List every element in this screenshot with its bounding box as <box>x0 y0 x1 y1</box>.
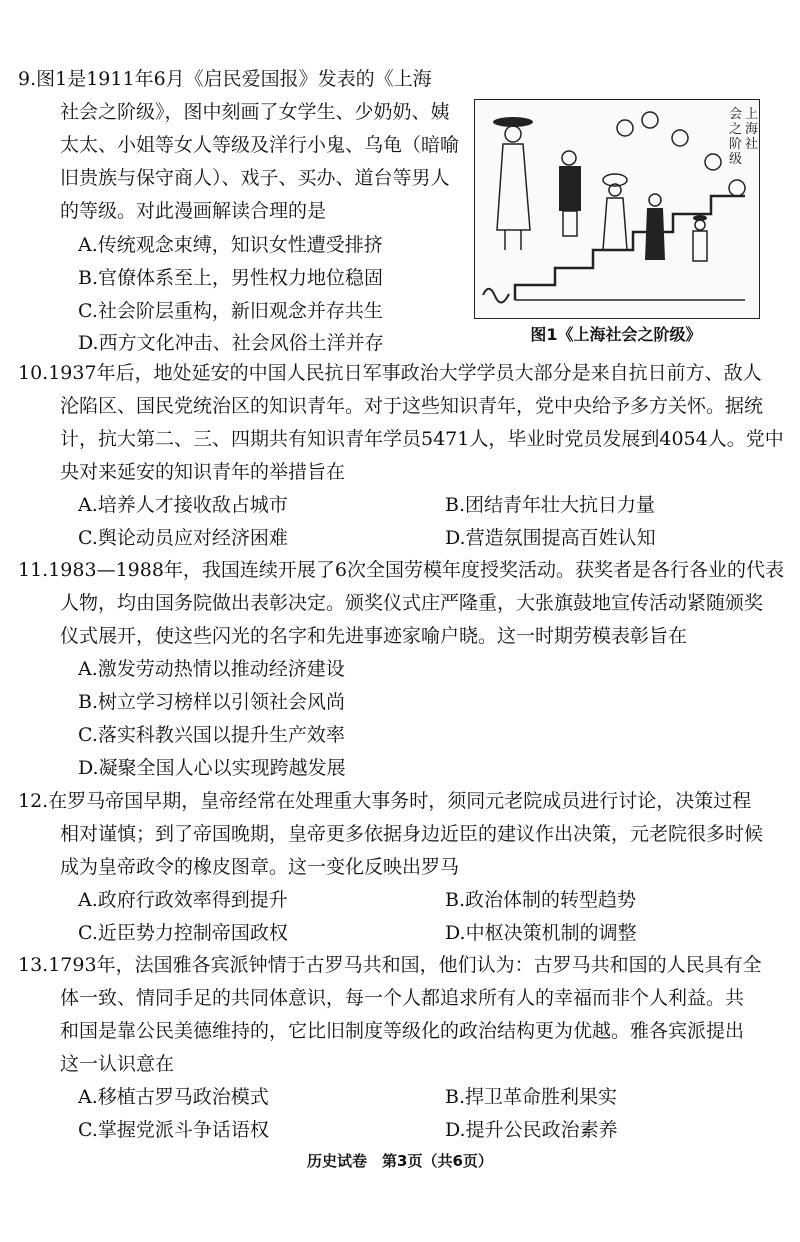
q9-stem-line-3: 太太、小姐等女人等级及洋行小鬼、乌龟（暗喻 <box>60 134 460 156</box>
q13-stem-line-1: 13.1793年，法国雅各宾派钟情于古罗马共和国，他们认为：古罗马共和国的人民具有全 <box>18 954 762 976</box>
staircase <box>515 196 745 300</box>
q12-option-a[interactable]: A.政府行政效率得到提升 <box>78 889 288 911</box>
cartoon-title-char: 上 <box>745 107 759 122</box>
q10-option-b[interactable]: B.团结青年壮大抗日力量 <box>445 494 656 516</box>
q10-option-a[interactable]: A.培养人才接收敌占城市 <box>78 494 288 516</box>
q13-option-d[interactable]: D.提升公民政治素养 <box>445 1119 618 1141</box>
q9-stem-line-5: 的等级。对此漫画解读合理的是 <box>60 200 327 222</box>
figure-caption: 图1《上海社会之阶级》 <box>530 325 702 344</box>
heads-group <box>617 112 745 196</box>
figure-comprador <box>559 151 581 236</box>
cartoon-illustration <box>475 100 759 318</box>
q9-stem-line-2: 社会之阶级》，图中刻画了女学生、少奶奶、姨 <box>60 101 450 123</box>
figure-young-man <box>645 194 665 260</box>
artist-signature <box>483 289 509 303</box>
q9-option-d[interactable]: D.西方文化冲击、社会风俗土洋并存 <box>78 332 384 354</box>
q10-option-d[interactable]: D.营造氛围提高百姓认知 <box>445 527 656 549</box>
cartoon-title-char: 海 <box>745 122 759 137</box>
q11-option-a[interactable]: A.激发劳动热情以推动经济建设 <box>78 658 345 680</box>
q10-stem-line-1: 10.1937年后，地处延安的中国人民抗日军事政治大学学员大部分是来自抗日前方、敌人 <box>18 362 762 384</box>
q9-option-a[interactable]: A.传统观念束缚，知识女性遭受排挤 <box>78 234 383 256</box>
cartoon-title-char: 之 <box>729 122 743 137</box>
q12-stem-line-3: 成为皇帝政令的橡皮图章。这一变化反映出罗马 <box>60 856 460 878</box>
q12-option-b[interactable]: B.政治体制的转型趋势 <box>445 889 637 911</box>
q10-stem-line-2: 沦陷区、国民党统治区的知识青年。对于这些知识青年，党中央给予多方关怀。据统 <box>60 395 764 417</box>
q11-stem-line-1: 11.1983—1988年，我国连续开展了6次全国劳模年度授奖活动。获奖者是各行各业的代表 <box>18 559 785 581</box>
q12-option-c[interactable]: C.近臣势力控制帝国政权 <box>78 922 288 944</box>
q10-stem-line-4: 央对来延安的知识青年的举措旨在 <box>60 461 346 483</box>
q13-stem-line-3: 和国是靠公民美德维持的，它比旧制度等级化的政治结构更为优越。雅各宾派提出 <box>60 1020 745 1042</box>
q9-stem-line-1: 9.图1是1911年6月《启民爱国报》发表的《上海 <box>18 68 432 90</box>
q11-option-c[interactable]: C.落实科教兴国以提升生产效率 <box>78 724 345 746</box>
q13-option-b[interactable]: B.捍卫革命胜利果实 <box>445 1086 618 1108</box>
q13-option-a[interactable]: A.移植古罗马政治模式 <box>78 1086 269 1108</box>
q12-stem-line-2: 相对谨慎；到了帝国晚期，皇帝更多依据身边近臣的建议作出决策，元老院很多时候 <box>60 823 764 845</box>
figure-clerk <box>693 215 707 261</box>
q10-option-c[interactable]: C.舆论动员应对经济困难 <box>78 527 288 549</box>
q11-option-b[interactable]: B.树立学习榜样以引领社会风尚 <box>78 691 346 713</box>
q13-stem-line-2: 体一致、情同手足的共同体意识，每一个人都追求所有人的幸福而非个人利益。共 <box>60 987 745 1009</box>
figure-official <box>493 117 533 250</box>
cartoon-title-char: 级 <box>729 152 743 167</box>
cartoon-figure <box>474 99 760 319</box>
q9-stem-line-4: 旧贵族与保守商人）、戏子、买办、道台等男人 <box>60 167 450 189</box>
page-footer: 历史试卷 第3页（共6页） <box>307 1152 493 1170</box>
q11-option-d[interactable]: D.凝聚全国人心以实现跨越发展 <box>78 757 346 779</box>
q10-stem-line-3: 计，抗大第二、三、四期共有知识青年学员5471人，毕业时党员发展到4054人。党中 <box>60 428 784 450</box>
q13-stem-line-4: 这一认识意在 <box>60 1053 175 1075</box>
q11-stem-line-3: 仪式展开，使这些闪光的名字和先进事迹家喻户晓。这一时期劳模表彰旨在 <box>60 625 688 647</box>
q13-option-c[interactable]: C.掌握党派斗争话语权 <box>78 1119 269 1141</box>
cartoon-title-char: 社 <box>745 137 759 152</box>
q9-option-b[interactable]: B.官僚体系至上，男性权力地位稳固 <box>78 267 384 289</box>
figure-actor <box>603 174 627 250</box>
q12-option-d[interactable]: D.中枢决策机制的调整 <box>445 922 637 944</box>
q9-option-c[interactable]: C.社会阶层重构，新旧观念并存共生 <box>78 300 383 322</box>
q11-stem-line-2: 人物，均由国务院做出表彰决定。颁奖仪式庄严隆重，大张旗鼓地宣传活动紧随颁奖 <box>60 592 764 614</box>
cartoon-title-char: 会 <box>729 107 743 122</box>
q12-stem-line-1: 12.在罗马帝国早期，皇帝经常在处理重大事务时，须同元老院成员进行讨论，决策过程 <box>18 790 752 812</box>
cartoon-title-char: 阶 <box>729 137 743 152</box>
